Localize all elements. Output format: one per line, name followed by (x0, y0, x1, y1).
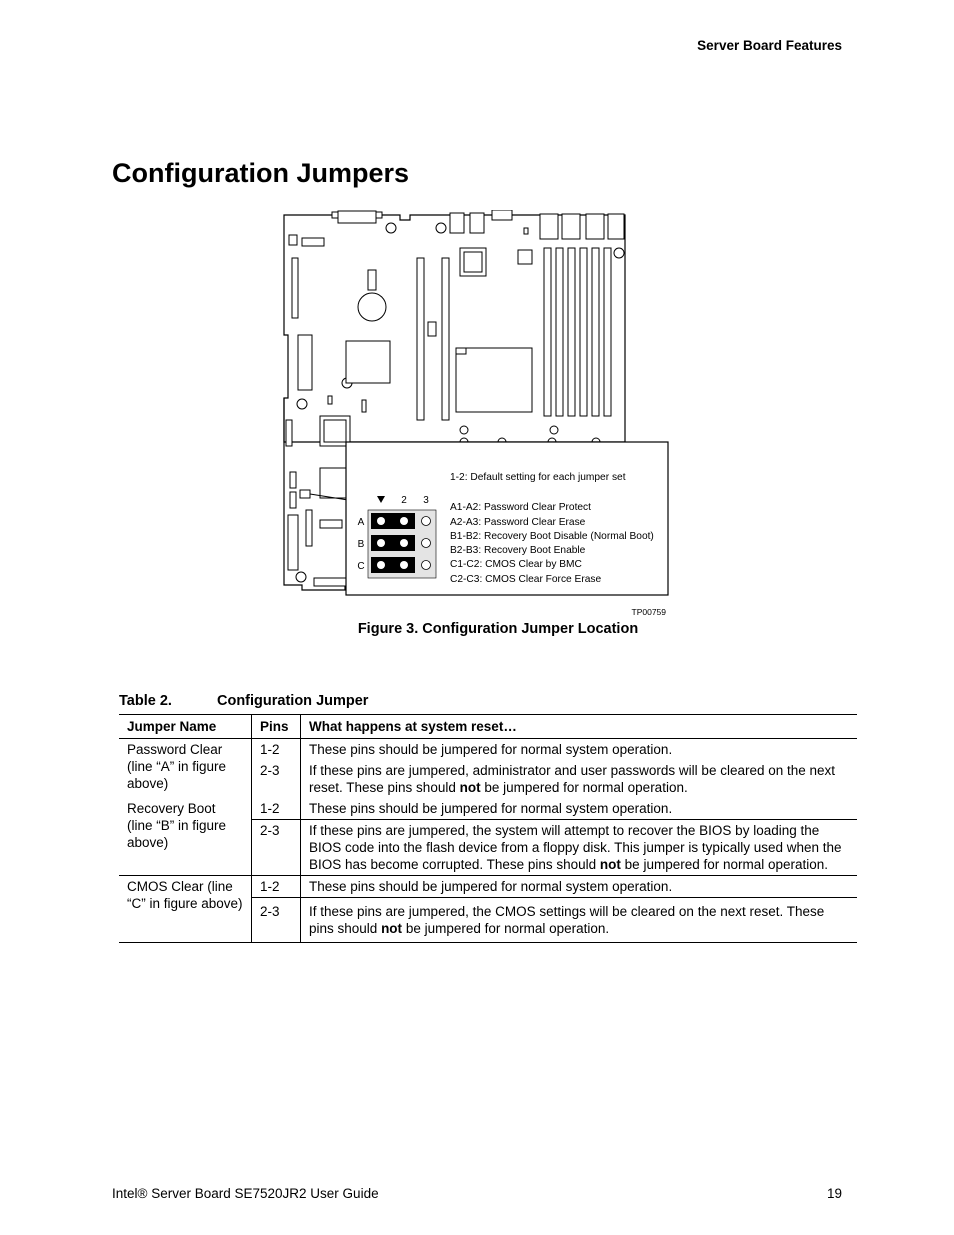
jumper-location-marker (300, 490, 310, 498)
pins-cell: 1-2 (252, 798, 301, 820)
page-number: 19 (826, 1186, 842, 1201)
battery (358, 293, 386, 321)
lan-connector-3 (586, 214, 604, 239)
table-number: Table 2. (119, 693, 172, 709)
footer-document-title: Intel® Server Board SE7520JR2 User Guide (112, 1186, 379, 1201)
usb-connector (450, 213, 464, 233)
figure-caption: Figure 3. Configuration Jumper Location (357, 621, 639, 637)
figure-code: TP00759 (631, 607, 666, 617)
row-label-c: C (357, 561, 365, 572)
legend-item: A2-A3: Password Clear Erase (450, 517, 586, 528)
serial-connector (338, 211, 376, 223)
running-header: Server Board Features (697, 38, 842, 53)
legend-default: 1-2: Default setting for each jumper set (450, 472, 626, 483)
pci-slot-1 (417, 258, 424, 420)
jumper-location-figure (280, 210, 670, 622)
legend-item: C1-C2: CMOS Clear by BMC (450, 559, 582, 570)
table-row (119, 876, 857, 898)
jumper-name-cell: Password Clear (line “A” in figure above) (119, 739, 252, 799)
table-header-row (119, 715, 857, 739)
col-header-pins: Pins (252, 715, 301, 739)
row-label-a: A (357, 517, 365, 528)
pins-cell: 1-2 (252, 739, 301, 761)
legend-item: B1-B2: Recovery Boot Disable (Normal Boot) (450, 531, 654, 542)
legend-item: B2-B3: Recovery Boot Enable (450, 545, 586, 556)
configuration-jumper-table (119, 714, 857, 943)
table-row (119, 739, 857, 761)
pins-cell: 2-3 (252, 820, 301, 876)
description-cell: These pins should be jumpered for normal system operation. (301, 798, 858, 820)
lan-connector-2 (562, 214, 580, 239)
legend-item: C2-C3: CMOS Clear Force Erase (450, 574, 602, 585)
col-header-description: What happens at system reset… (301, 715, 858, 739)
table-name: Configuration Jumper (217, 693, 369, 709)
cpu-heatsink (456, 348, 532, 412)
col-label-2: 2 (401, 495, 407, 506)
jumper-name-cell: Recovery Boot (line “B” in figure above) (119, 798, 252, 876)
page-title: Configuration Jumpers (112, 158, 410, 188)
north-bridge (346, 341, 390, 383)
description-cell: If these pins are jumpered, administrator and user passwords will be cleared on the next reset. These pins should not be jumpered for normal operation. (309, 763, 836, 795)
pins-cell: 2-3 (252, 760, 301, 798)
pins-cell: 1-2 (252, 876, 301, 898)
description-cell: These pins should be jumpered for normal system operation. (309, 742, 673, 757)
table-row (119, 798, 857, 820)
lan-connector-1 (540, 214, 558, 239)
jumper-name-cell: CMOS Clear (line “C” in figure above) (119, 876, 252, 943)
server-board-diagram (280, 210, 670, 622)
mount-hole (386, 223, 396, 233)
table-title (119, 693, 368, 709)
legend-item: A1-A2: Password Clear Protect (450, 502, 591, 513)
col-header-jumper-name: Jumper Name (119, 715, 252, 739)
row-label-b: B (357, 539, 365, 550)
vga-connector (492, 210, 512, 220)
description-cell: If these pins are jumpered, the CMOS settings will be cleared on the next reset. These pins should not be jumpered for normal operation. (301, 898, 858, 943)
description-cell: These pins should be jumpered for normal system operation. (301, 876, 858, 898)
col-label-3: 3 (423, 495, 429, 506)
pci-slot-2 (442, 258, 449, 420)
description-cell: If these pins are jumpered, the system will attempt to recover the BIOS by loading the BIOS code into the flash device from a floppy disk. This jumper is typically used when the BIOS has become corrupted. These pins should not be jumpered for normal operation. (301, 820, 858, 876)
pins-cell: 2-3 (252, 898, 301, 943)
